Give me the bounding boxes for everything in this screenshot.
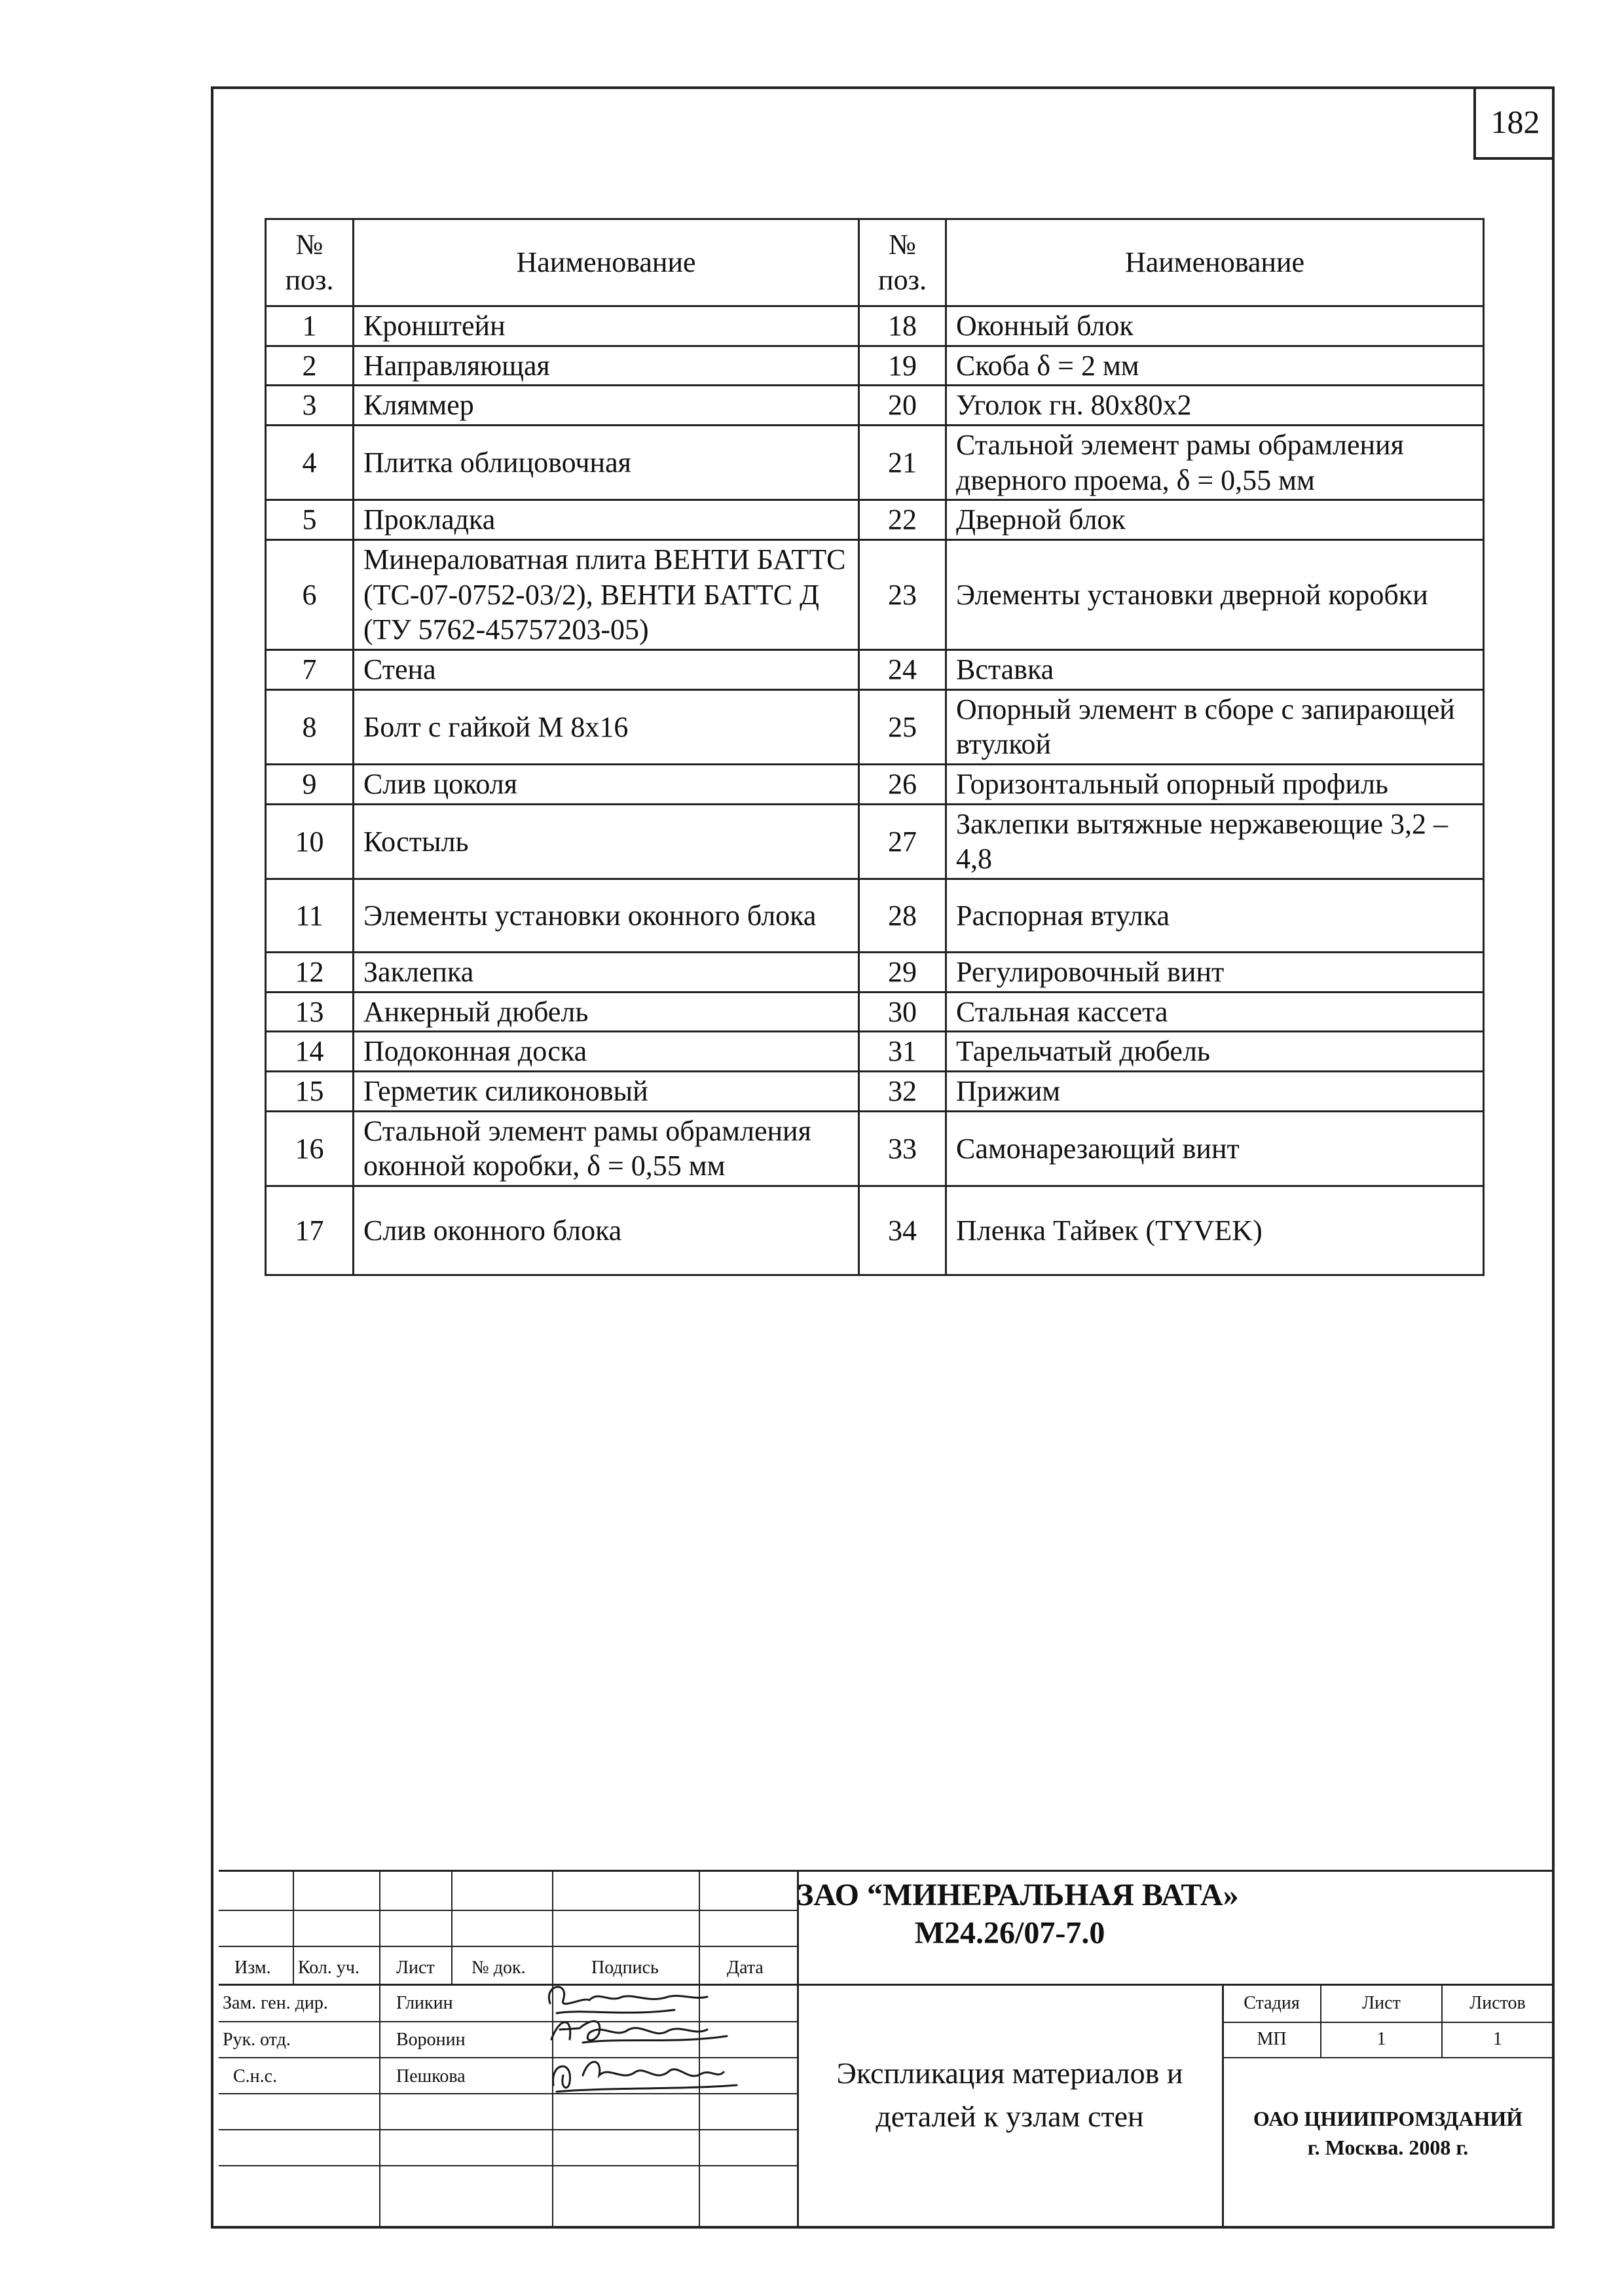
header-position-number-2 [859,219,946,306]
header-name-2: Наименование [946,219,1484,306]
position-number-right: 18 [859,306,946,346]
position-number-left: 7 [266,650,354,690]
item-name-left: Болт с гайкой М 8х16 [354,689,859,764]
item-name-left: Плитка облицовочная [354,426,859,500]
item-name-left: Кляммер [354,386,859,426]
col-date: Дата [727,1958,764,1978]
role-deputy-director: Зам. ген. дир. [223,1993,328,2013]
position-number-left: 8 [266,689,354,764]
item-name-left: Костыль [354,804,859,879]
position-number-left: 6 [266,540,354,650]
position-number-right: 30 [859,992,946,1032]
position-number-right: 25 [859,689,946,764]
item-name-right: Вставка [946,650,1484,690]
handwritten-signatures [544,1977,740,2108]
stage-label: Стадия [1244,1993,1300,2013]
item-name-right: Опорный элемент в сборе с запирающей втулкой [946,689,1484,764]
col-signature: Подпись [591,1958,659,1978]
sheet-value: 1 [1376,2029,1386,2049]
position-number-right: 24 [859,650,946,690]
sheets-label: Листов [1469,1993,1526,2013]
position-number-left: 12 [266,953,354,993]
position-number-left: 4 [266,426,354,500]
item-name-left: Кронштейн [354,306,859,346]
item-name-right: Заклепки вытяжные нержавеющие 3,2 – 4,8 [946,804,1484,879]
item-name-right: Прижим [946,1072,1484,1112]
item-name-left: Слив цоколя [354,765,859,805]
item-name-left: Элементы установки оконного блока [354,879,859,953]
name-glikin: Гликин [396,1993,453,2013]
organization-name: ОАО ЦНИИПРОМЗДАНИЙ [1253,2107,1523,2130]
sheet-label: Лист [1362,1993,1401,2013]
table-row [266,765,1484,805]
stage-value: МП [1257,2029,1287,2049]
item-name-left: Минераловатная плита ВЕНТИ БАТТС (ТС-07-0752-03/2), ВЕНТИ БАТТС Д (ТУ 5762-45757203-05) [354,540,859,650]
position-number-right: 34 [859,1186,946,1275]
position-number-right: 21 [859,426,946,500]
item-name-right: Элементы установки дверной коробки [946,540,1484,650]
role-senior-researcher: С.н.с. [233,2066,278,2086]
item-name-right: Регулировочный винт [946,953,1484,993]
table-row [266,953,1484,993]
position-number-left: 15 [266,1072,354,1112]
explication-table [265,218,1485,1276]
item-name-right: Стальная кассета [946,992,1484,1032]
position-number-left: 2 [266,346,354,386]
name-voronin: Воронин [396,2030,466,2050]
col-doc-no: № док. [471,1958,526,1978]
item-name-right: Самонарезающий винт [946,1111,1484,1186]
position-number-right: 26 [859,765,946,805]
item-name-right: Оконный блок [946,306,1484,346]
table-row [266,1032,1484,1072]
item-name-right: Уголок гн. 80х80х2 [946,386,1484,426]
table-row [266,879,1484,953]
name-peshkova: Пешкова [396,2066,466,2086]
header-pos-label: поз. [285,264,334,296]
position-number-right: 33 [859,1111,946,1186]
position-number-left: 3 [266,386,354,426]
item-name-right: Дверной блок [946,500,1484,540]
table-row [266,500,1484,540]
page-number: 182 [1473,86,1555,160]
table-row [266,1186,1484,1275]
city-year: г. Москва. 2008 г. [1307,2136,1469,2159]
item-name-left: Герметик силиконовый [354,1072,859,1112]
position-number-left: 14 [266,1032,354,1072]
item-name-right: Пленка Тайвек (TYVEK) [946,1186,1484,1275]
role-head-of-department: Рук. отд. [223,2030,291,2050]
position-number-left: 9 [266,765,354,805]
item-name-right: Горизонтальный опорный профиль [946,765,1484,805]
position-number-left: 16 [266,1111,354,1186]
document-title-line1: Экспликация материалов и [836,2056,1183,2090]
position-number-right: 19 [859,346,946,386]
table-row [266,306,1484,346]
item-name-left: Заклепка [354,953,859,993]
item-name-left: Прокладка [354,500,859,540]
table-header-row [266,219,1484,306]
item-name-left: Анкерный дюбель [354,992,859,1032]
col-kol-uch: Кол. уч. [298,1958,360,1978]
position-number-left: 10 [266,804,354,879]
header-pos-label-2: поз. [878,264,927,296]
document-title-line2: деталей к узлам стен [876,2100,1144,2133]
table-row [266,650,1484,690]
position-number-right: 20 [859,386,946,426]
position-number-right: 23 [859,540,946,650]
header-no-sign-2: № [889,228,916,261]
position-number-left: 11 [266,879,354,953]
table-row [266,1072,1484,1112]
item-name-right: Распорная втулка [946,879,1484,953]
table-row [266,1111,1484,1186]
position-number-right: 27 [859,804,946,879]
item-name-left: Стальной элемент рамы обрамления оконной коробки, δ = 0,55 мм [354,1111,859,1186]
position-number-right: 28 [859,879,946,953]
position-number-left: 5 [266,500,354,540]
header-no-sign: № [295,228,323,261]
item-name-left: Подоконная доска [354,1032,859,1072]
table-row [266,804,1484,879]
item-name-right: Стальной элемент рамы обрамления дверного проема, δ = 0,55 мм [946,426,1484,500]
table-row [266,346,1484,386]
col-izm: Изм. [234,1958,271,1978]
item-name-left: Направляющая [354,346,859,386]
table-row [266,426,1484,500]
position-number-right: 32 [859,1072,946,1112]
position-number-right: 31 [859,1032,946,1072]
position-number-right: 22 [859,500,946,540]
position-number-left: 1 [266,306,354,346]
col-list: Лист [396,1958,435,1978]
item-name-left: Слив оконного блока [354,1186,859,1275]
header-position-number [266,219,354,306]
item-name-right: Скоба δ = 2 мм [946,346,1484,386]
table-row [266,540,1484,650]
header-name: Наименование [354,219,859,306]
item-name-left: Стена [354,650,859,690]
position-number-right: 29 [859,953,946,993]
table-row [266,689,1484,764]
position-number-left: 17 [266,1186,354,1275]
table-row [266,992,1484,1032]
document-code: М24.26/07-7.0 [914,1916,1105,1950]
table-row [266,386,1484,426]
position-number-left: 13 [266,992,354,1032]
company-name: ЗАО “МИНЕРАЛЬНАЯ ВАТА» [797,1878,1239,1912]
sheets-value: 1 [1493,2029,1502,2049]
item-name-right: Тарельчатый дюбель [946,1032,1484,1072]
